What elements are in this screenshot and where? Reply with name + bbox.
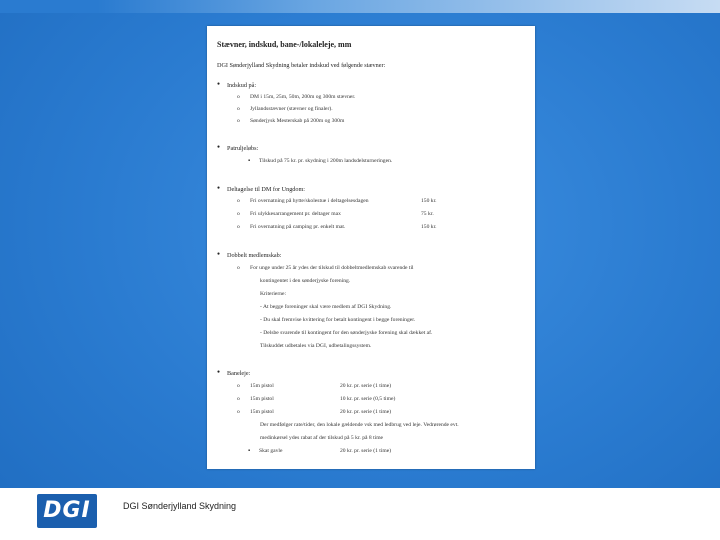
list-item-price: 150 kr. [421,198,437,204]
paragraph-line: - Du skal fremvise kvittering for betalt kontingent i begge foreninger. [260,317,416,323]
footer-label: DGI Sønderjylland Skydning [123,501,237,511]
paragraph-line: medinkørsel ydes rabat af der tilskud på 5 kr. på 8 time [260,435,384,441]
dgi-logo [37,494,97,528]
document-page [207,26,535,469]
list-item-rate: 10 kr. pr. serie (0,5 time) [340,396,396,402]
top-band [97,0,720,13]
section-heading-baneleje: ● Baneleje: [227,370,250,377]
list-item-rate: 20 kr. pr. serie (1 time) [340,448,392,454]
list-item-price: 150 kr. [421,224,437,230]
list-item: o 15m pistol [250,409,274,415]
list-item: o 15m pistol [250,383,274,389]
list-item: o Fri overnatning på camping pr. enkelt mat. [250,224,345,230]
dgi-logo-text: DGI [43,498,91,523]
list-item: ▪ Skat gavle [259,448,282,454]
section-heading-dobbelt: ● Dobbelt medlemskab: [227,252,281,259]
section-heading-indskud: ● Indskud på: [227,82,256,89]
paragraph-line: o For unge under 25 år ydes der tilskud til dobbeltmedlemskab svarende til [250,265,414,271]
list-item: ▪ Tilskud på 75 kr. pr. skydning i 200m landsdelsturneringen. [259,158,392,164]
paragraph-line: Kriterierne: [260,291,287,297]
section-heading-patrulje: ● Patruljeløbs: [227,145,258,152]
list-item: o Sønderjysk Mesterskab på 200m og 300m [250,118,344,124]
paragraph-line: kontingentet i den sønderjyske forening. [260,278,351,284]
document-title: Stævner, indskud, bane-/lokaleleje, mm [217,40,352,49]
list-item: o DM i 15m, 25m, 50m, 200m og 300m stævner. [250,94,355,100]
list-item-rate: 20 kr. pr. serie (1 time) [340,383,392,389]
list-item: o Fri overnatning på hytte/skolestue i deltagelsesdagen [250,198,369,204]
list-item: o Fri ulykkesarrangement pr. deltager max [250,211,341,217]
footer-bar [0,488,720,540]
list-item: o 15m pistol [250,396,274,402]
list-item: o Jyllandsstævner (stævner og finaler). [250,106,333,112]
list-item-rate: 20 kr. pr. serie (1 time) [340,409,392,415]
section-heading-dm-ungdom: ● Deltagelse til DM for Ungdom: [227,186,305,193]
document-intro: DGI Sønderjylland Skydning betaler indskud ved følgende stævner: [217,62,386,69]
paragraph-line: - Delsbe svarende til kontingent for den sønderjyske forening skal dækket af. [260,330,433,336]
list-item-price: 75 kr. [421,211,434,217]
paragraph-line: Tilskuddet udbetales via DGI, udbetalingssystem. [260,343,372,349]
paragraph-line: - At begge foreninger skal være medlem af DGI Skydning. [260,304,392,310]
paragraph-line: Der medfølger rate/tider, den lokale gældende vsk med ledbrug ved leje. Vedrørende evt. [260,422,459,428]
